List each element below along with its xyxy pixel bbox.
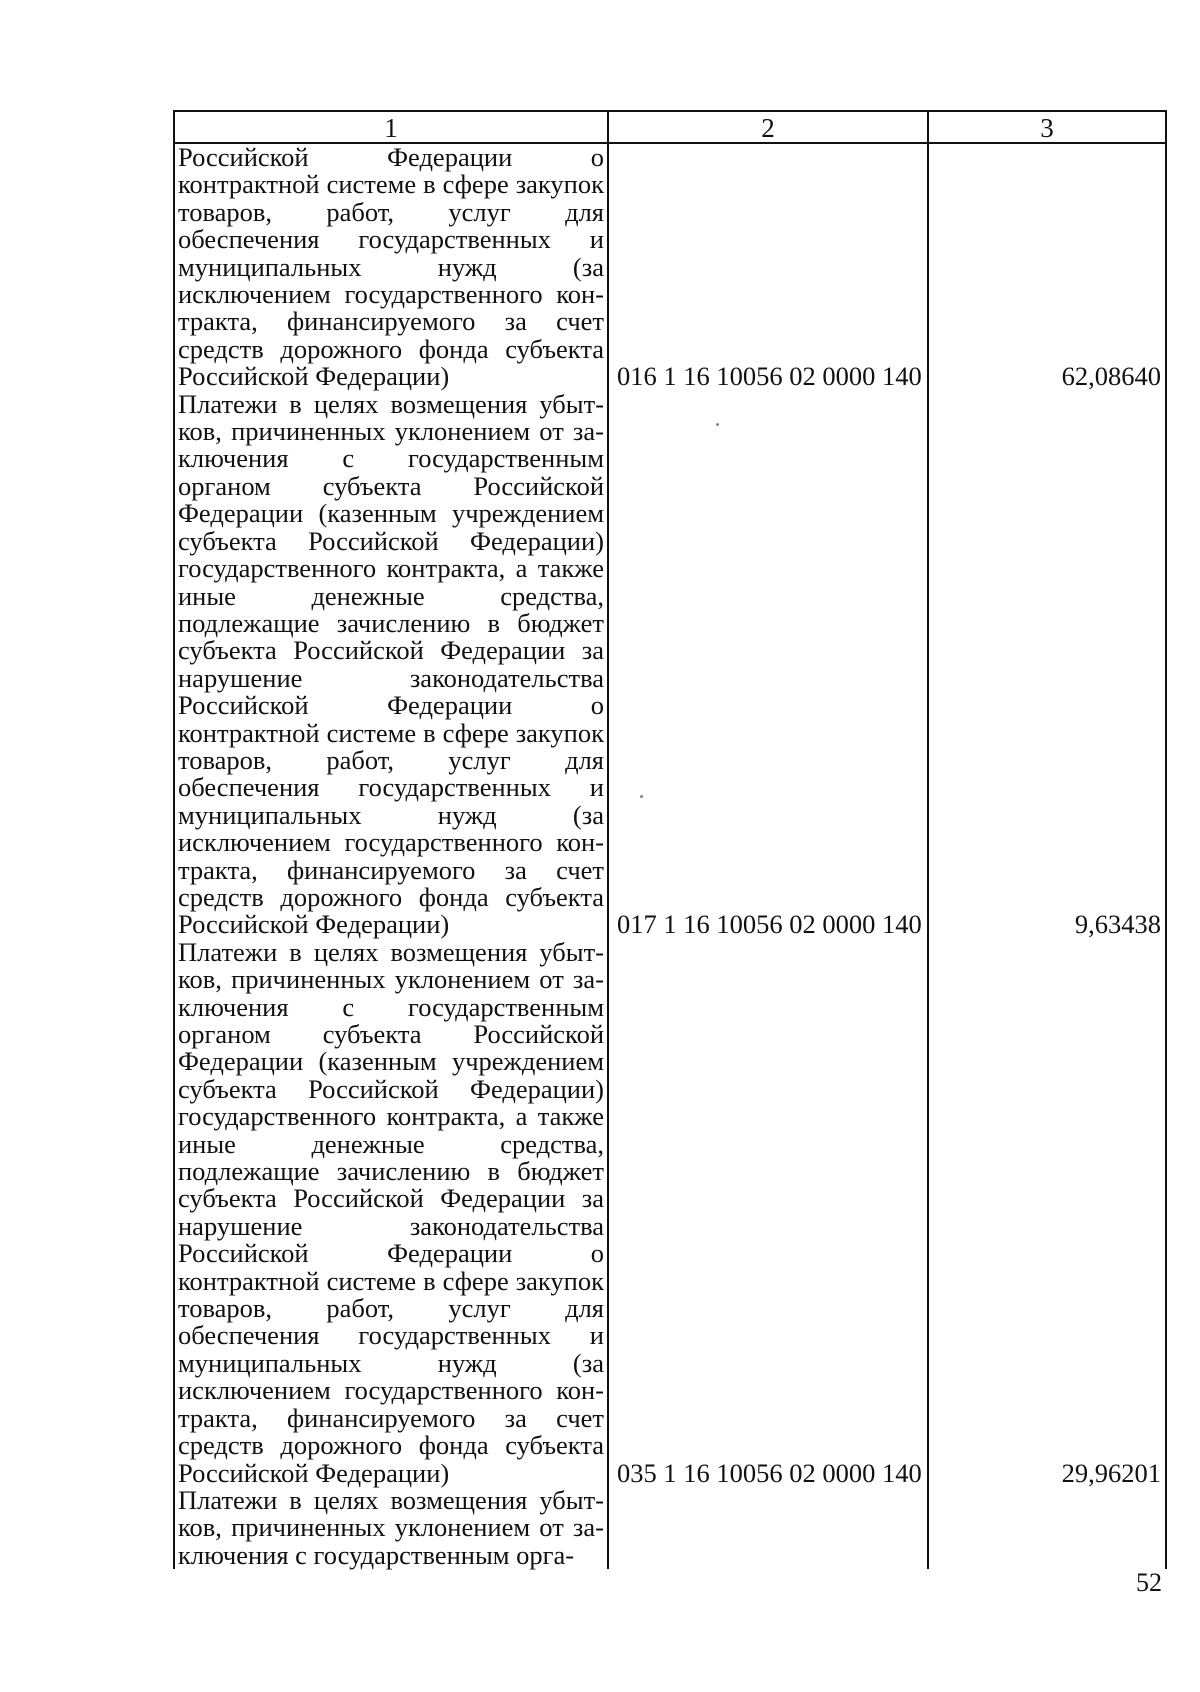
table-row (174, 1487, 1166, 1569)
table-row (174, 391, 1166, 939)
row-description: Российской Федерации о контрактной системе в сфере закупок товаров, работ, услуг для обеспечения государственных и муниципальных нужд (за исключением государственного контракта, финансируемого за счет средств дорожного фонда субъекта Российской Федерации) (174, 143, 608, 391)
row-amount: 9,63438 (928, 391, 1166, 939)
row-budget-code: 016 1 16 10056 02 0000 140 (608, 143, 928, 391)
row-description: Платежи в целях возмещения убытков, причиненных уклонением от заключения с государственным орга- (174, 1487, 608, 1569)
row-budget-code: 035 1 16 10056 02 0000 140 (608, 939, 928, 1487)
row-amount (928, 1487, 1166, 1569)
row-budget-code (608, 1487, 928, 1569)
table-row (174, 939, 1166, 1487)
row-description: Платежи в целях возмещения убытков, причиненных уклонением от заключения с государственным органом субъекта Российской Федерации (казенным учреждением субъекта Российской Федерации) государственного контракта, а также иные денежные средства, подлежащие зачислению в бюджет субъекта Российской Федерации за нарушение законодательства Российской Федерации о контрактной системе в сфере закупок товаров, работ, услуг для обеспечения государственных и муниципальных нужд (за исключением государственного контракта, финансируемого за счет средств дорожного фонда субъекта Российской Федерации) (174, 391, 608, 939)
column-header-3: 3 (928, 111, 1166, 143)
table-header-row (174, 111, 1166, 143)
table-row (174, 143, 1166, 391)
row-amount: 29,96201 (928, 939, 1166, 1487)
budget-revenue-table (173, 110, 1167, 1569)
scan-speck (716, 423, 719, 426)
page-number: 52 (1136, 1568, 1162, 1597)
row-description: Платежи в целях возмещения убытков, причиненных уклонением от заключения с государственным органом субъекта Российской Федерации (казенным учреждением субъекта Российской Федерации) государственного контракта, а также иные денежные средства, подлежащие зачислению в бюджет субъекта Российской Федерации за нарушение законодательства Российской Федерации о контрактной системе в сфере закупок товаров, работ, услуг для обеспечения государственных и муниципальных нужд (за исключением государственного контракта, финансируемого за счет средств дорожного фонда субъекта Российской Федерации) (174, 939, 608, 1487)
row-budget-code: 017 1 16 10056 02 0000 140 (608, 391, 928, 939)
row-amount: 62,08640 (928, 143, 1166, 391)
column-header-1: 1 (174, 111, 608, 143)
scan-speck (640, 795, 643, 798)
column-header-2: 2 (608, 111, 928, 143)
